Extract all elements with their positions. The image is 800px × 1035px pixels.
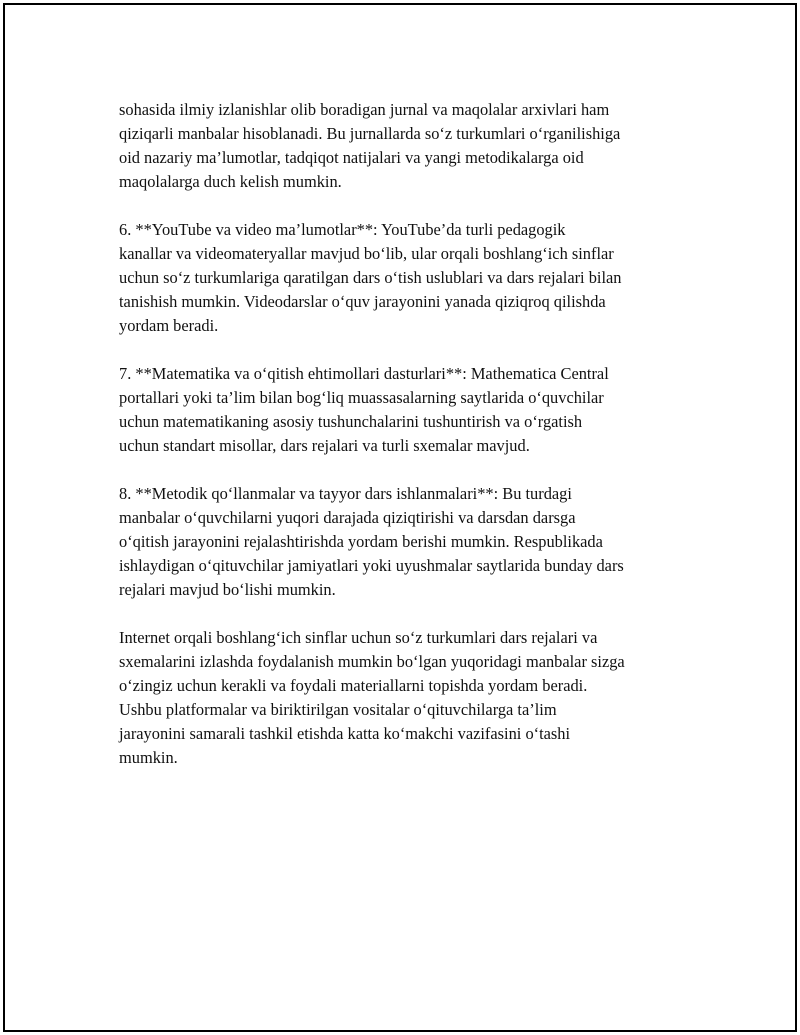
paragraph-conclusion — [119, 626, 691, 770]
paragraph-methodical-guides — [119, 482, 691, 602]
text-line: Internet orqali boshlang‘ich sinflar uchun so‘z turkumlari dars rejalari va — [119, 628, 598, 647]
paragraph-mathematics — [119, 362, 691, 458]
text-line: sohasida ilmiy izlanishlar olib boradigan jurnal va maqolalar arxivlari ham — [119, 100, 610, 119]
document-body — [119, 98, 691, 794]
paragraph-youtube — [119, 218, 691, 338]
text-line: mumkin. — [119, 748, 178, 767]
text-line: jarayonini samarali tashkil etishda katta ko‘makchi vazifasini o‘tashi — [119, 724, 571, 743]
text-line: ishlaydigan o‘qituvchilar jamiyatlari yoki uyushmalar saytlarida bunday dars — [119, 556, 624, 575]
text-line: 7. **Matematika va o‘qitish ehtimollari dasturlari**: Mathematica Central — [119, 364, 609, 383]
text-line: portallari yoki ta’lim bilan bog‘liq muassasalarning saytlarida o‘quvchilar — [119, 388, 604, 407]
text-line: maqolalarga duch kelish mumkin. — [119, 172, 342, 191]
text-line: oid nazariy ma’lumotlar, tadqiqot natijalari va yangi metodikalarga oid — [119, 148, 584, 167]
text-line: Ushbu platformalar va biriktirilgan vositalar o‘qituvchilarga ta’lim — [119, 700, 557, 719]
text-line: qiziqarli manbalar hisoblanadi. Bu jurnallarda so‘z turkumlari o‘rganilishiga — [119, 124, 621, 143]
text-line: tanishish mumkin. Videodarslar o‘quv jarayonini yanada qiziqroq qilishda — [119, 292, 606, 311]
document-page — [3, 3, 797, 1032]
text-line: kanallar va videomateryallar mavjud bo‘lib, ular orqali boshlang‘ich sinflar — [119, 244, 614, 263]
paragraph-journals — [119, 98, 691, 194]
text-line: sxemalarini izlashda foydalanish mumkin bo‘lgan yuqoridagi manbalar sizga — [119, 652, 625, 671]
text-line: o‘zingiz uchun kerakli va foydali materiallarni topishda yordam beradi. — [119, 676, 588, 695]
text-line: manbalar o‘quvchilarni yuqori darajada qiziqtirishi va darsdan darsga — [119, 508, 576, 527]
text-line: 8. **Metodik qo‘llanmalar va tayyor dars ishlanmalari**: Bu turdagi — [119, 484, 572, 503]
text-line: yordam beradi. — [119, 316, 219, 335]
text-line: rejalari mavjud bo‘lishi mumkin. — [119, 580, 336, 599]
text-line: 6. **YouTube va video ma’lumotlar**: YouTube’da turli pedagogik — [119, 220, 566, 239]
text-line: uchun matematikaning asosiy tushunchalarini tushuntirish va o‘rgatish — [119, 412, 583, 431]
text-line: uchun so‘z turkumlariga qaratilgan dars o‘tish uslublari va dars rejalari bilan — [119, 268, 622, 287]
text-line: uchun standart misollar, dars rejalari va turli sxemalar mavjud. — [119, 436, 530, 455]
text-line: o‘qitish jarayonini rejalashtirishda yordam berishi mumkin. Respublikada — [119, 532, 603, 551]
